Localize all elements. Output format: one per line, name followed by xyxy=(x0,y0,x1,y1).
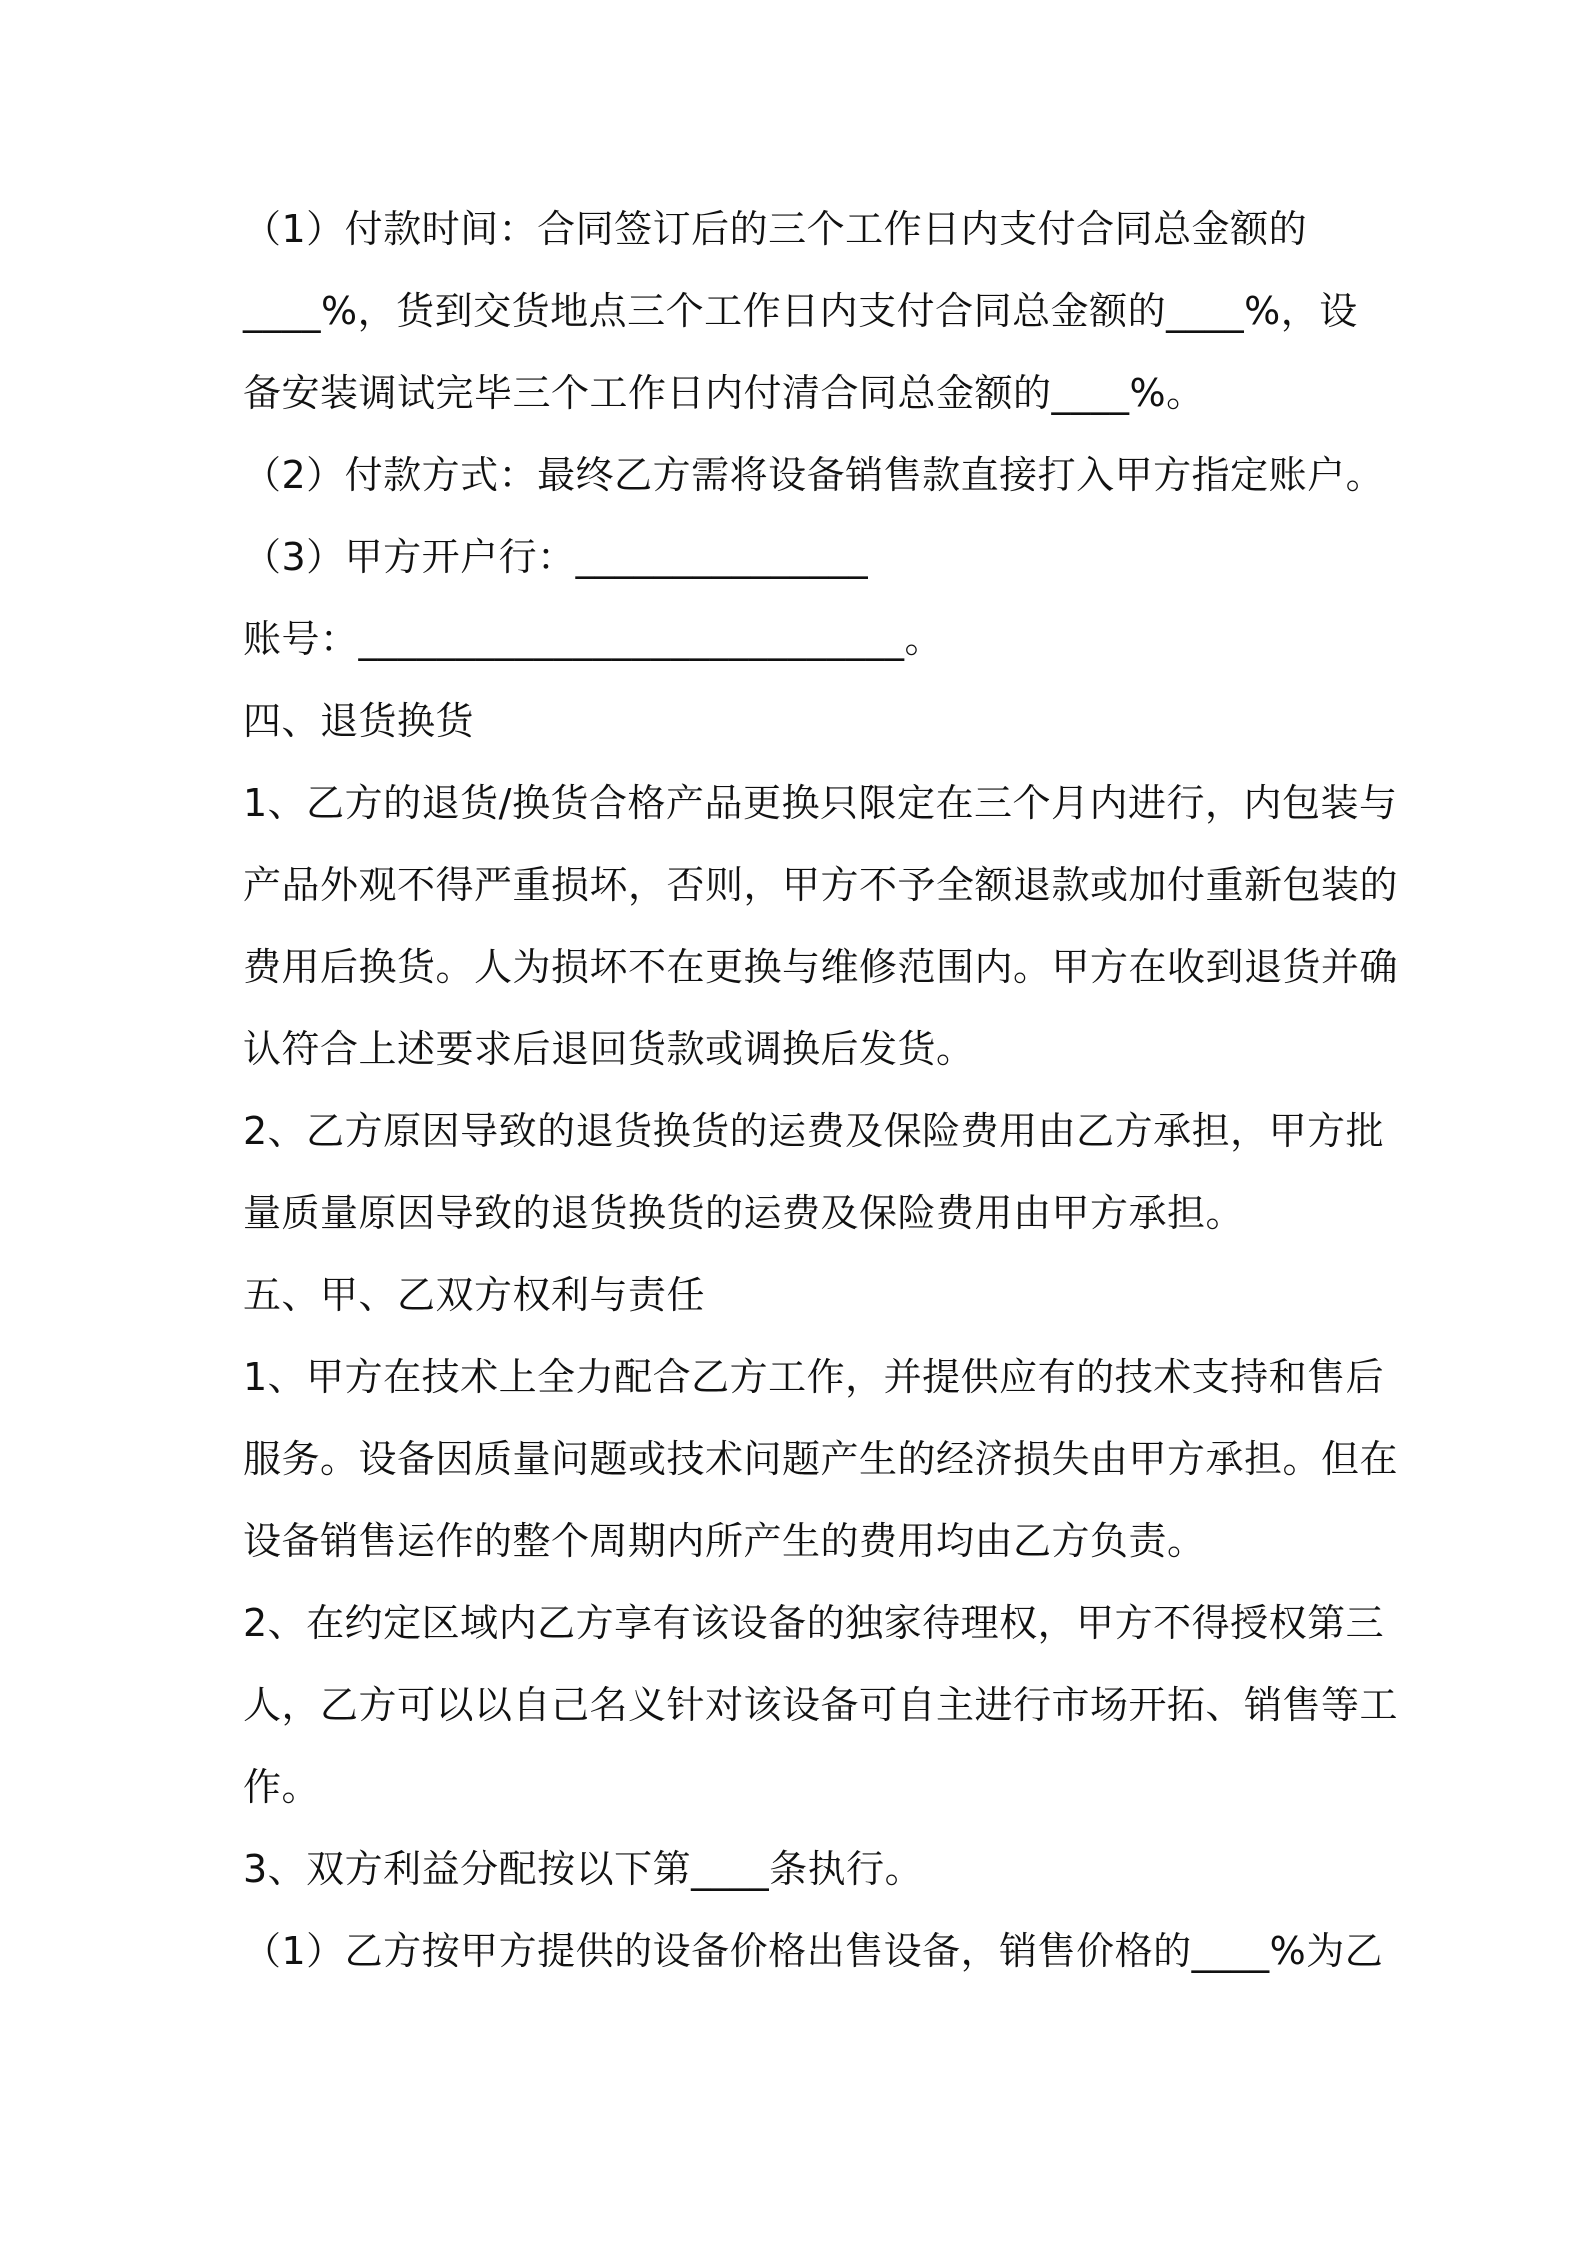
paragraph-line: 设备销售运作的整个周期内所产生的费用均由乙方负责。 xyxy=(243,1519,1206,1563)
paragraph-line: 备安装调试完毕三个工作日内付清合同总金额的____%。 xyxy=(243,371,1205,415)
paragraph-line: 2、在约定区域内乙方享有该设备的独家待理权，甲方不得授权第三 xyxy=(243,1601,1385,1645)
paragraph-line: 3、双方利益分配按以下第____条执行。 xyxy=(243,1847,924,1891)
section-heading: 五、甲、乙双方权利与责任 xyxy=(243,1273,706,1317)
paragraph-line: ____%，货到交货地点三个工作日内支付合同总金额的____%，设 xyxy=(243,289,1358,333)
paragraph-line: 产品外观不得严重损坏，否则，甲方不予全额退款或加付重新包装的 xyxy=(243,863,1399,907)
section-heading: 四、退货换货 xyxy=(243,699,475,743)
paragraph-line: 账号：____________________________。 xyxy=(243,617,944,661)
paragraph-line: 1、乙方的退货/换货合格产品更换只限定在三个月内进行，内包装与 xyxy=(243,781,1398,825)
paragraph-line: 服务。设备因质量问题或技术问题产生的经济损失由甲方承担。但在 xyxy=(243,1437,1399,1481)
paragraph-line: 作。 xyxy=(243,1765,321,1809)
paragraph-line: （1）乙方按甲方提供的设备价格出售设备，销售价格的____%为乙 xyxy=(243,1929,1384,1973)
paragraph-line: （1）付款时间：合同签订后的三个工作日内支付合同总金额的 xyxy=(243,207,1308,251)
paragraph-line: 1、甲方在技术上全力配合乙方工作，并提供应有的技术支持和售后 xyxy=(243,1355,1385,1399)
paragraph-line: （3）甲方开户行：_______________ xyxy=(243,535,869,579)
paragraph-line: 2、乙方原因导致的退货换货的运费及保险费用由乙方承担，甲方批 xyxy=(243,1109,1385,1153)
paragraph-line: 人，乙方可以以自己名义针对该设备可自主进行市场开拓、销售等工 xyxy=(243,1683,1399,1727)
paragraph-line: 费用后换货。人为损坏不在更换与维修范围内。甲方在收到退货并确 xyxy=(243,945,1399,989)
paragraph-line: 认符合上述要求后退回货款或调换后发货。 xyxy=(243,1027,975,1071)
paragraph-line: 量质量原因导致的退货换货的运费及保险费用由甲方承担。 xyxy=(243,1191,1245,1235)
paragraph-line: （2）付款方式：最终乙方需将设备销售款直接打入甲方指定账户。 xyxy=(243,453,1385,497)
